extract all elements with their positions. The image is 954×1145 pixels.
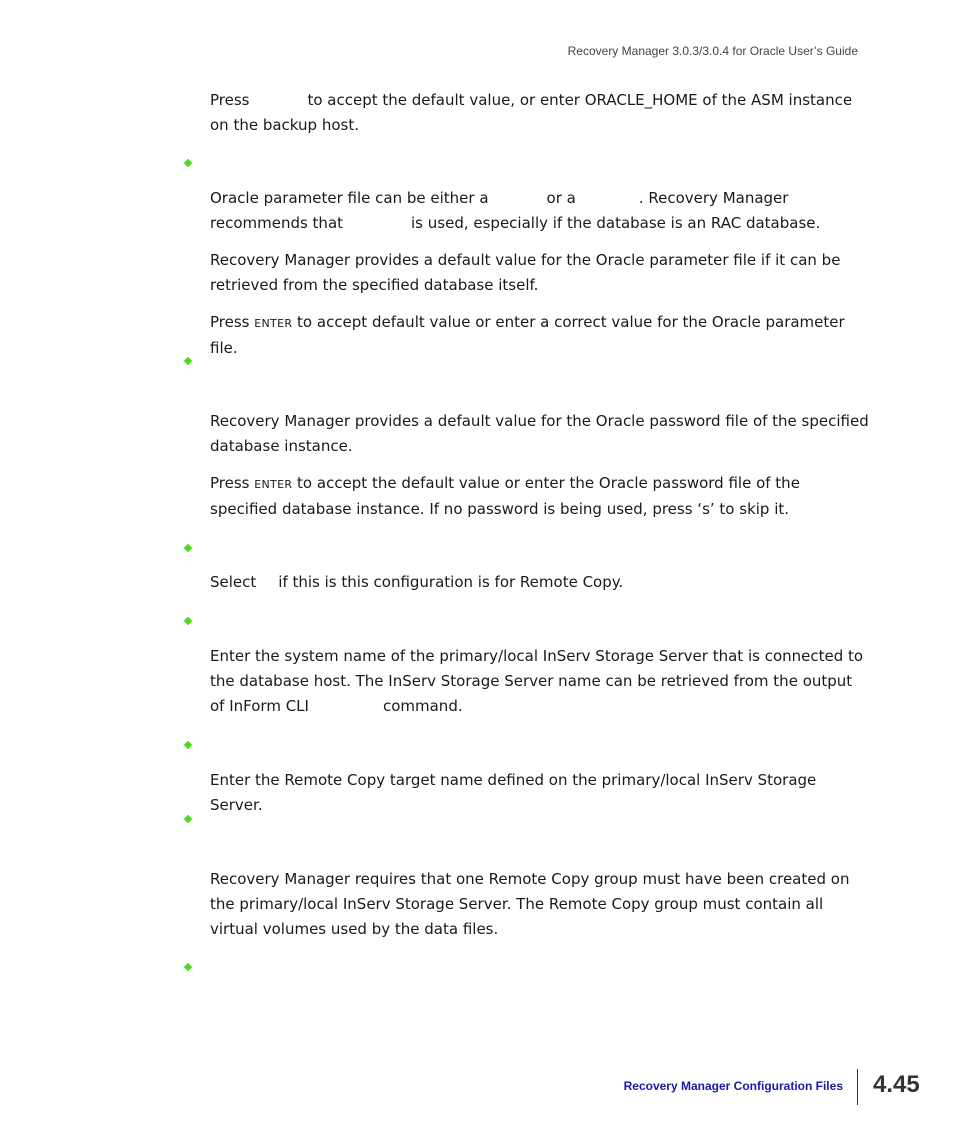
page-number: 4.45 <box>873 1071 920 1098</box>
footer-section-title: Recovery Manager Configuration Files <box>623 1079 843 1093</box>
enter-key-label: ENTER <box>254 478 293 491</box>
paragraph-remote-copy-group: Recovery Manager requires that one Remote Copy group must have been created on the primary/local InServ Storage Server. The Remote Copy group must contain all virtual volumes used by the data files. <box>210 870 850 938</box>
enter-key-label: ENTER <box>254 317 293 330</box>
bullet-icon <box>184 815 192 823</box>
paragraph-password-default: Recovery Manager provides a default value for the Oracle password file of the specified database instance. <box>210 412 869 455</box>
paragraph-parameter-file-type: Oracle parameter file can be either a or a . Recovery Manager recommends that is used, especially if the database is an RAC database. <box>210 189 821 232</box>
footer-divider <box>857 1069 858 1105</box>
paragraph-parameter-enter: Press ENTER to accept default value or enter a correct value for the Oracle parameter file. <box>210 313 845 357</box>
bullet-icon <box>184 741 192 749</box>
paragraph-remote-copy-target: Enter the Remote Copy target name defined on the primary/local InServ Storage Server. <box>210 771 817 814</box>
paragraph-remote-copy-select: Select if this is this configuration is for Remote Copy. <box>210 573 624 591</box>
bullet-icon <box>184 159 192 167</box>
running-header: Recovery Manager 3.0.3/3.0.4 for Oracle User’s Guide <box>567 44 858 58</box>
bullet-icon <box>184 963 192 971</box>
paragraph-parameter-default: Recovery Manager provides a default value for the Oracle parameter file if it can be retrieved from the specified database itself. <box>210 251 841 294</box>
bullet-icon <box>184 544 192 552</box>
bullet-icon <box>184 617 192 625</box>
paragraph-password-enter: Press ENTER to accept the default value or enter the Oracle password file of the specified database instance. If no password is being used, press ‘s’ to skip it. <box>210 474 800 518</box>
paragraph-asm-home: Press to accept the default value, or enter ORACLE_HOME of the ASM instance on the backup host. <box>210 91 853 134</box>
bullet-icon <box>184 357 192 365</box>
paragraph-storage-server-name: Enter the system name of the primary/local InServ Storage Server that is connected to the database host. The InServ Storage Server name can be retrieved from the output of InForm CLI command. <box>210 647 864 715</box>
